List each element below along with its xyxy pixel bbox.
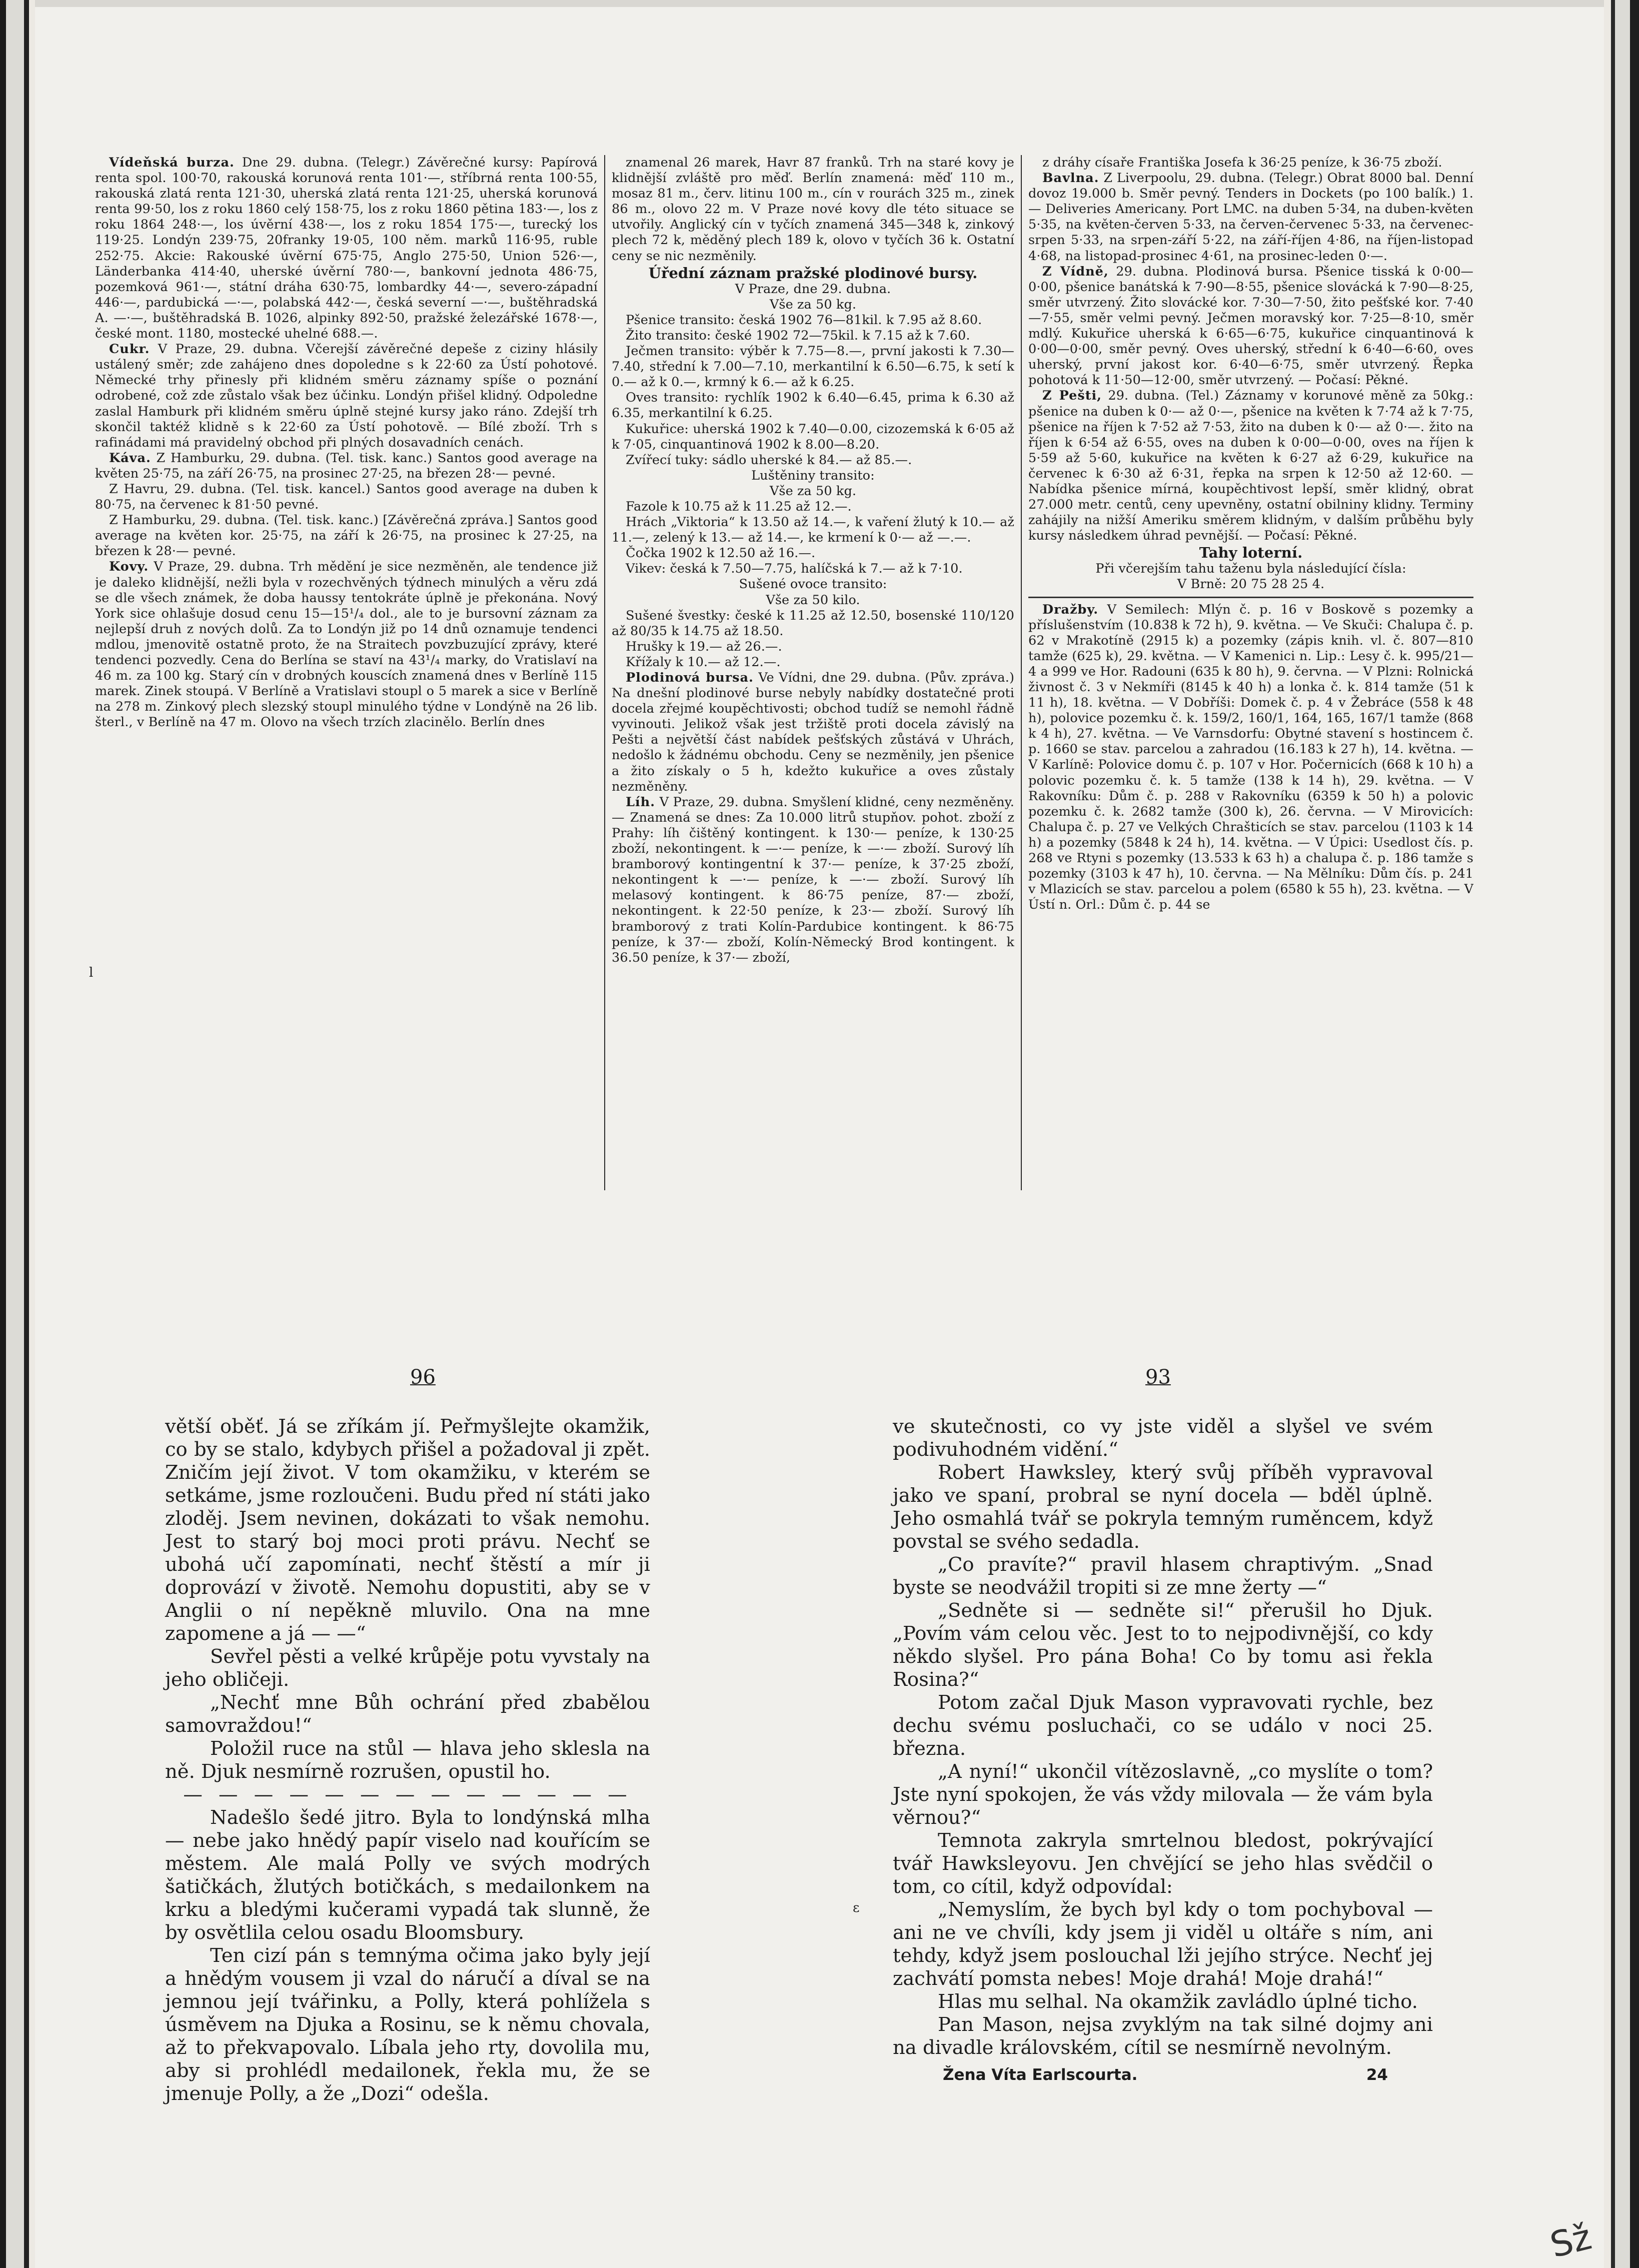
report-text: V Praze, 29. dubna. Včerejší závěrečné depeše z ciziny hlásily ustálený směr; zde zahájeno dnes dopoledne s k 22·60 za Ústí pohotové. Německé trhy přinesly při klidném směru záznamy spíše o poznání odrobené, což zde zůstalo však bez účinku. Londýn přišel klidný. Odpoledne zaslal Hamburk při klidném směru úplně stejné kursy jako ráno. Zdejší trh skončil taktéž klidně s k 22·60 za Ústí pohotově. — Bílé zboží. Trh s rafinádami má pravidelný obchod při plných dosavadních cenách. [95,342,598,450]
report-paragraph [612,155,1014,264]
story-paragraph: „Sedněte si — sedněte si!“ přerušil ho Djuk. „Povím vám celou věc. Jest to to nejpodivnější, co kdy někdo slyšel. Pro pána Boha! Co by tomu asi řekla Rosina?“ [893,1599,1433,1691]
report-paragraph [612,499,1014,515]
report-text: Ve Vídni, dne 29. dubna. (Pův. zpráva.) Na dnešní plodinové burse nebyly nabídky dostatečné proti docela zřejmé koupěchtivosti; obchod tudíž se nemohl řádně vyvinouti. Jelikož však jest tržiště proti docela závislý na Pešti a největší část nabídek pešťských zůstává v Uhrách, nedošlo k žádnému obchodu. Ceny se nezměnily, jen pšenice a žito získaly o 5 h, kdežto kukuřice a oves zůstaly nezměněny. [612,670,1014,794]
scene-break: — — — — — — — — — — — — — [183,1783,632,1806]
report-heading: Z Vídně, [1042,264,1109,279]
report-text: V Praze, 29. dubna. Trh mědění je sice nezměněn, ale tendence již je daleko klidnější, nežli byla v rozechvěných týdnech minulých a věru zdá se dle všech známek, že doba haussy tentokráte úplně je překonána. Nový York sice ohlašuje dosud cenu 15—15¹/₄ dol., ale to je bursovní záznam za nejlepší druh z nových dolů. Za to Londýn již po 14 dnů oznamuje tendenci mdlou, jmenovitě ostatně proto, že na Straitech povzbuzující zprávy, které tendenci pozvedly. Cena do Berlína se staví na 43¹/₄ marky, do Vratislaví na 46 m. za 100 kg. Starý cín v drobných kouscích znamená dnes v Berlíně 115 marek. Zinek stoupá. V Berlíně a Vratislavi stoupl o 5 marek a sice v Berlíně na 278 m. Zinkový plech slezský stoupl minulého týdne v Londýně na 26 lib. šterl., v Berlíně na 47 m. Olovo na všech trzích zlacinělo. Berlín dnes [95,559,598,730]
report-paragraph [612,313,1014,328]
report-paragraph [612,390,1014,421]
centered-line: Luštěniny transito: [751,468,875,483]
report-heading: Káva. [109,450,151,466]
centered-line: Při včerejším tahu taženu byla následující čísla: [1095,561,1406,577]
report-text: Zvířecí tuky: sádlo uherské k 84.— až 85.—. [626,452,912,468]
story-paragraph: větší oběť. Já se zříkám jí. Peřmyšlejte okamžik, co by se stalo, kdybych přišel a požadoval ji zpět. Zničím její život. V tom okamžiku, v kterém se setkáme, jsme rozloučeni. Budu před ní státi jako zloděj. Jsem nevinen, dokázati to však nemohu. Jest to starý boj moci proti právu. Nechť se ubohá učí zapomínati, nechť štěstí a mír ji doprovází v životě. Nemohu dopustiti, aby se v Anglii o ní nepěkně mluvilo. Ona na mne zapomene a já — —“ [165,1415,650,1645]
footer-title: Žena Víta Earlscourta. [943,2066,1138,2084]
report-paragraph [612,344,1014,390]
report-heading: Dražby. [1042,602,1099,617]
report-paragraph [1028,602,1473,913]
report-text: 29. dubna. Plodinová bursa. Pšenice tisská k 0·00—0·00, pšenice banátská k 7·90—8·55, pšenice slovácká k 7·90—8·25, směr utvrzený. Žito slovácké kor. 7·30—7·50, žito pešťské kor. 7·40—7·55, směr velmi pevný. Ječmen moravský kor. 7·25—8·10, směr mdlý. Kukuřice uherská k 6·65—6·75, kukuřice cinquantinová k 0·00—0·00, směr pevný. Oves uherský, střední k 6·40—6·60, oves uherský, první jakost kor. 6·40—6·75, směr utvrzený. Řepka pohotová k 11·50—12·00, směr utvrzený. — Počasí: Pěkné. [1028,264,1473,388]
report-paragraph [612,608,1014,639]
story-right-body [893,1415,1433,2059]
report-paragraph [612,422,1014,453]
story-paragraph: „Nechť mne Bůh ochrání před zbabělou samovraždou!“ [165,1691,650,1737]
story-page-right [893,1415,1433,2086]
report-heading: Plodinová bursa. [626,670,754,685]
newspaper-column-1 [95,155,598,1170]
report-text: Sušené švestky: české k 11.25 až 12.50, bosenské 110/120 až 80/35 k 14.75 až 18.50. [612,608,1014,639]
story-page-left [165,1415,650,2105]
report-heading: Líh. [626,794,656,810]
section-rule [1028,597,1473,598]
report-text: V Semilech: Mlýn č. p. 16 v Boskově s pozemky a příslušenstvím (10.838 k 72 h), 9. května. — Ve Skuči: Chalupa č. p. 62 v Mrakotíně (2915 k) a pozemky (zápis knih. vl. č. 807—810 tamže (625 k), 29. května. — V Kamenici n. Lip.: Lesy č. k. 995/21—4 a 999 ve Hor. Radouni (635 k 80 h), 9. června. — V Plzni: Rolnická živnost č. 3 v Nekmíři (8145 k 40 h) a lonka č. k. 814 tamže (51 k 11 h), 18. května. — V Dobříši: Domek č. p. 4 v Žebráce (558 k 48 h), polovice pozemku č. k. 159/2, 160/1, 164, 165, 167/1 tamže (868 k 4 h), 27. května. — Ve Varnsdorfu: Obytné stavení s hostincem č. p. 1660 se stav. parcelou a zahradou (16.183 k 27 h), 14. května. — V Karlíně: Polovice domu č. p. 107 v Hor. Počernicích (668 k 10 h) a polovic pozemku č. k. 5 tamže (138 k 14 h), 29. května. — V Rakovníku: Dům č. p. 288 v Rakovníku (6359 k 50 h) a polovic pozemku č. k. 2682 tamže (300 k), 26. června. — V Mirovicích: Chalupa č. p. 27 ve Velkých Chrašticích se stav. parcelou (1103 k 14 h) a pozemky (5848 k 24 h), 14. května. — V Úpici: Usedlost čís. p. 268 ve Rtyni s pozemky (13.533 k 63 h) a chalupa č. p. 186 tamže s pozemky (3103 k 47 h), 10. června. — Na Mělníku: Dům čís. p. 241 v Mlazicích se stav. parcelou a polem (6580 k 55 h), 23. května. — V Ústí n. Orl.: Dům č. p. 44 se [1028,602,1473,913]
page-number-right: 93 [1145,1366,1171,1389]
report-text: Žito transito: české 1902 72—75kil. k 7.15 až k 7.60. [626,328,970,343]
report-text: Vikev: česká k 7.50—7.75, halíčská k 7.— až k 7·10. [626,561,963,577]
report-paragraph [1028,388,1473,544]
story-paragraph: Ten cizí pán s temnýma očima jako byly její a hnědým vousem ji vzal do náručí a díval se na jemnou její tvářinku, a Polly, která pohlížela s úsměvem na Djuka a Rosinu, se k němu chovala, až to překvapovalo. Líbala jeho rty, dovolila mu, aby si prohlédl medailonek, řekla mu, že se jmenuje Polly, a že „Dozi“ odešla. [165,1944,650,2105]
report-text: Z Liverpoolu, 29. dubna. (Telegr.) Obrat 8000 bal. Denní dovoz 19.000 b. Směr pevný. Tenders in Dockets (po 100 balík.) 1. — Deliveries Americany. Port LMC. na duben 5·34, na duben-květen 5·35, na květen-červen 5·33, na červen-červenec 5·33, na červenec-srpen 5·33, na srpen-září 5·22, na září-říjen 4·86, na říjen-listopad 4·68, na listopad-prosinec 4·61, na prosinec-leden 0·—. [1028,171,1473,264]
report-paragraph [95,155,598,342]
report-paragraph [612,546,1014,561]
report-paragraph [612,655,1014,670]
report-text: Ječmen transito: výběr k 7.75—8.—, první jakosti k 7.30—7.40, střední k 7.00—7.10, merkantilní k 6.50—6.75, k setí k 0.— až k 0.—, krmný k 6.— až k 6.25. [612,344,1014,390]
handwritten-signature: Sž [1546,2216,1595,2266]
report-text: znamenal 26 marek, Havr 87 franků. Trh na staré kovy je klidnější zvláště pro měď. Berlín znamená: měď 110 m., mosaz 81 m., červ. litinu 100 m., cín v rourách 325 m., zinek 86 m., olovo 22 m. V Praze nové kovy dle této situace se utvořily. Anglický cín v tyčích znamená 345—348 k, zinkový plech 72 k, měděný plech 189 k, olovo v tyčích 36 k. Ostatní ceny se nic nezměnily. [612,155,1014,264]
report-paragraph [95,342,598,451]
page-number-left: 96 [410,1366,436,1389]
newspaper-column-3 [1028,155,1473,1170]
report-text: Z Hamburku, 29. dubna. (Tel. tisk. kanc.) Santos good average na květen 25·75, na září 26·75, na prosinec 27·25, na březen 28·— pevné. [95,450,598,481]
scan-top-edge [35,0,1604,7]
report-text: Dne 29. dubna. (Telegr.) Závěrečné kursy: Papírová renta spol. 100·70, rakouská korunová renta 101·—, stříbrná renta 100·55, rakouská zlatá renta 121·30, uherská zlatá renta 121·25, uherská korunová renta 99·50, los z roku 1860 celý 158·75, los z roku 1860 pětina 183·—, los z roku 1864 248·—, los úvěrní 438·—, los z roku 1854 175·—, turecký los 119·25. Londýn 239·75, 20franky 19·05, 100 něm. marků 116·95, ruble 252·75. Akcie: Rakouské úvěrní 675·75, Anglo 275·50, Union 526·—, Länderbanka 414·40, uherské úvěrní 780·—, bankovní jednota 486·75, pozemková 961·—, státní dráha 630·75, lombardky 44·—, severo-západní 446·—, pardubická —·—, polabská 442·—, česká severní —·—, buštěhradská A. —·—, buštěhradská B. 1026, alpinky 892·50, pražské železářské 1678·—, české mont. 1180, mostecké uhelné 688.—. [95,155,598,342]
story-paragraph: Hlas mu selhal. Na okamžik zavládlo úplné ticho. [938,1990,1418,2013]
newspaper-column-2 [612,155,1014,1170]
centered-line: Vše za 50 kg. [769,297,857,312]
report-paragraph [95,559,598,730]
report-text: Hrách „Viktoria“ k 13.50 až 14.—, k vaření žlutý k 10.— až 11.—, zelený k 13.— až 14.—, ke krmení k 0·— až —.—. [612,515,1014,546]
report-paragraph [95,482,598,513]
column-rule-1 [604,155,605,1190]
margin-mark-right: ε [853,1900,860,1915]
report-text: Křížaly k 10.— až 12.—. [626,654,781,670]
story-paragraph: Potom začal Djuk Mason vypravovati rychle, bez dechu svému posluchači, co se událo v noci 25. března. [893,1691,1433,1760]
story-footer [893,2063,1433,2086]
report-text: Oves transito: rychlík 1902 k 6.40—6.45, prima k 6.30 až 6.35, merkantilní k 6.25. [612,390,1014,421]
report-text: Hrušky k 19.— až 26.—. [626,639,782,654]
report-paragraph [612,639,1014,655]
report-paragraph [612,453,1014,468]
story-paragraph: Položil ruce na stůl — hlava jeho sklesla na ně. Djuk nesmírně rozrušen, opustil ho. [165,1737,650,1783]
centered-line: Vše za 50 kg. [769,483,857,499]
story-paragraph: Pan Mason, nejsa zvyklým na tak silné dojmy ani na divadle královském, cítil se nesmírně nevolným. [893,2013,1433,2059]
story-paragraph: Nadešlo šedé jitro. Byla to londýnská mlha — nebe jako hnědý papír viselo nad kouřícím se městem. Ale malá Polly ve svých modrých šatičkách, žlutých botičkách, s medailonkem na krku a bledými kučerami vypadá tak slunně, že by osvětlila celou osadu Bloomsbury. [165,1806,650,1944]
report-text: Fazole k 10.75 až k 11.25 až 12.—. [626,499,852,514]
report-paragraph [612,795,1014,966]
centered-line: V Brně: 20 75 28 25 4. [1177,577,1325,592]
column-rule-2 [1021,155,1022,1190]
report-paragraph [95,451,598,482]
story-paragraph: „Nemyslím, že bych byl kdy o tom pochyboval — ani ne ve chvíli, kdy jsem ji viděl u oltáře s ním, ani tehdy, když jsem poslouchal lži jejího strýce. Nechť jej zachvátí pomsta nebes! Moje drahá! Moje drahá!“ [893,1898,1433,1990]
story-paragraph: Temnota zakryla smrtelnou bledost, pokrývající tvář Hawksleyovu. Jen chvějící se jeho hlas svědčil o tom, co cítil, když odpovídal: [893,1829,1433,1898]
report-paragraph [1028,264,1473,389]
report-paragraph [95,513,598,559]
margin-mark-left: l [89,965,94,980]
report-text: Kukuřice: uherská 1902 k 7.40—0.00, cizozemská k 6·05 až k 7·05, cinquantinová 1902 k 8.00—8.20. [612,421,1014,452]
report-paragraph [1028,155,1473,171]
centered-line: Sušené ovoce transito: [739,577,887,592]
report-paragraph [612,515,1014,546]
report-paragraph [612,670,1014,795]
report-text: Z Hamburku, 29. dubna. (Tel. tisk. kanc.) [Závěrečná zpráva.] Santos good average na květen kor. 25·75, na září k 26·75, na prosinec k 27·25, na březen k 28·— pevné. [95,513,598,559]
centered-line: Vše za 50 kilo. [766,592,860,608]
story-paragraph: „A nyní!“ ukončil vítězoslavně, „co myslíte o tom? Jste nyní spokojen, že vás vždy milovala — že vám byla věrnou?“ [893,1760,1433,1829]
scan-left-edge [0,0,35,2268]
report-text: V Praze, 29. dubna. Smyšlení klidné, ceny nezměněny. — Znamená se dnes: Za 10.000 litrů stupňov. pohot. zboží z Prahy: líh čištěný kontingent. k 130·— peníze, k 130·25 zboží, nekontingent. k —·— peníze, k —·— zboží. Surový líh bramborový kontingentní k 37·— peníze, k 37·25 zboží, nekontingent k —·— peníze, k —·— zboží. Surový líh melasový kontingent. k 86·75 peníze, 87·— zboží, nekontingent. k 22·50 peníze, k 23·— zboží. Surový líh bramborový z trati Kolín-Pardubice kontingent. k 86·75 peníze, k 37·— zboží, Kolín-Německý Brod kontingent. k 36.50 peníze, k 37·— zboží, [612,794,1014,965]
report-text: Pšenice transito: česká 1902 76—81kil. k 7.95 až 8.60. [626,312,982,328]
report-heading: Cukr. [109,342,150,357]
report-heading: Z Pešti, [1042,388,1102,404]
scan-right-edge [1604,0,1639,2268]
report-heading: Bavlna. [1042,171,1099,186]
story-paragraph: „Co pravíte?“ pravil hlasem chraptivým. „Snad byste se neodvážil tropiti si ze mne žerty —“ [893,1553,1433,1599]
footer-page-num: 24 [1366,2066,1388,2084]
report-paragraph [612,328,1014,344]
report-paragraph [612,561,1014,577]
report-heading: Kovy. [109,559,149,575]
section-title: Úřední záznam pražské plodinové bursy. [648,264,978,282]
story-paragraph: ve skutečnosti, co vy jste viděl a slyšel ve svém podivuhodném vidění.“ [893,1415,1433,1461]
report-text: 29. dubna. (Tel.) Záznamy v korunové měně za 50kg.: pšenice na duben k 0·— až 0·—, pšenice na květen k 7·74 až k 7·75, pšenice na říjen k 7·52 až 7·53, žito na duben k 0·— až 0·—. žito na říjen k 6·54 až 6·55, oves na duben k 0·00—0·00, oves na říjen k 5·59 až 5·60, kukuřice na květen k 6·27 až 6·29, kukuřice na červenec k 6·30 až 6·31, řepka na srpen k 12·50 až 12·60. — Nabídka pšenice mírná, koupěchtivost lepší, směr klidný, obrat 27.000 metr. centů, ceny upevněny, ostatní obilniny klidny. Terminy zahájily na nižší Ameriku směrem klidným, v dalším průběhu byly kursy následkem úhrad pevnější. — Počasí: Pěkné. [1028,388,1473,544]
centered-line: V Praze, dne 29. dubna. [735,281,891,297]
story-paragraph: Sevřel pěsti a velké krůpěje potu vyvstaly na jeho obličeji. [165,1645,650,1691]
report-heading: Vídeňská burza. [109,155,235,170]
report-text: Čočka 1902 k 12.50 až 16.—. [626,546,816,561]
section-title: Tahy loterní. [1199,544,1303,562]
report-text: Z Havru, 29. dubna. (Tel. tisk. kancel.) Santos good average na duben k 80·75, na červenec k 81·50 pevné. [95,481,598,513]
story-paragraph: Robert Hawksley, který svůj příběh vypravoval jako ve spaní, probral se nyní docela — bděl úplně. Jeho osmahlá tvář se pokryla temným ruměncem, když povstal se svého sedadla. [893,1461,1433,1553]
report-text: z dráhy císaře Františka Josefa k 36·25 peníze, k 36·75 zboží. [1042,155,1442,170]
report-paragraph [1028,171,1473,264]
